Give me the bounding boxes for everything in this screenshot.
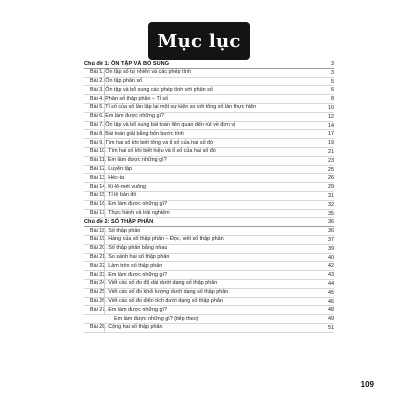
toc-entry-title: Bài 11. Em làm được những gì?	[90, 157, 167, 164]
toc-entry-page: 48	[328, 307, 334, 314]
toc-entry-page: 32	[328, 201, 334, 208]
toc-entry-title: Bài 14. Ki-lô-mét vuông	[90, 183, 147, 190]
toc-entry-title: Bài 24. Viết các số đo độ dài dưới dạng số thập phân	[90, 280, 218, 287]
toc-entry-page: 14	[328, 122, 334, 129]
toc-entry-title: Bài 18. Số thập phân	[90, 227, 141, 234]
toc-lesson-row	[84, 324, 334, 333]
toc-entry-page: 37	[328, 236, 334, 243]
toc-entry-title: Bài 4. Phân số thập phân – Tỉ số	[90, 95, 169, 102]
toc-entry-page: 29	[328, 184, 334, 191]
toc-entry-title: Bài 12. Luyện tập	[90, 166, 132, 173]
toc-entry-page: 35	[328, 210, 334, 217]
toc-entry-page: 45	[328, 289, 334, 296]
toc-entry-page: 51	[328, 324, 334, 331]
toc-entry-title: Em làm được những gì? (tiếp theo)	[114, 315, 199, 322]
toc-entry-title: Bài 3. Ôn tập và bổ sung các phép tính với phân số	[90, 86, 213, 93]
toc-entry-title: Bài 1. Ôn tập số tự nhiên và các phép tính	[90, 69, 192, 76]
toc-entry-title: Bài 13. Héc-ta	[90, 174, 125, 181]
toc-entry-title: Bài 9. Tìm hai số khi biết tổng và tỉ số của hai số đó	[90, 139, 214, 146]
toc-entry-page: 44	[328, 280, 334, 287]
toc-entry-title: Chủ đề 2: SỐ THẬP PHÂN	[84, 218, 154, 225]
toc-entry-title: Bài 6. Em làm được những gì?	[90, 113, 164, 120]
toc-entry-page: 26	[328, 175, 334, 182]
toc-entry-title: Bài 15. Tỉ lệ bản đồ	[90, 192, 137, 199]
toc-entry-page: 46	[328, 298, 334, 305]
toc-entry-title: Bài 20. Số thập phân bằng nhau	[90, 245, 168, 252]
toc-entry-title: Bài 17. Thực hành và trải nghiệm	[90, 210, 170, 217]
toc-entry-page: 17	[328, 131, 334, 138]
toc-entry-title: Bài 16. Em làm được những gì?	[90, 201, 167, 208]
toc-entry-title: Bài 22. Làm tròn số thập phân	[90, 262, 163, 269]
toc-entry-page: 31	[328, 192, 334, 199]
toc-entry-title: Bài 27. Em làm được những gì?	[90, 306, 167, 313]
toc-entry-page: 12	[328, 113, 334, 120]
toc-entry-page: 49	[328, 316, 334, 323]
contents-heading-box	[148, 22, 250, 60]
toc-entry-page: 39	[328, 245, 334, 252]
toc-entry-page: 21	[328, 148, 334, 155]
contents-heading: Mục lục	[157, 30, 241, 52]
toc-entry-page: 25	[328, 166, 334, 173]
toc-entry-title: Bài 7. Ôn tập và bổ sung bài toán liên quan đến rút về đơn vị	[90, 122, 236, 129]
toc-entry-page: 10	[328, 104, 334, 111]
toc-entry-page: 19	[328, 140, 334, 147]
toc-entry-title: Bài 19. Hàng của số thập phân – Đọc, viết số thập phân	[90, 236, 224, 243]
toc-entry-page: 3	[331, 61, 334, 67]
toc-entry-page: 5	[331, 78, 334, 85]
toc-entry-page: 6	[331, 87, 334, 94]
toc-entry-title: Bài 26. Viết các số đo diện tích dưới dạng số thập phân	[90, 298, 223, 305]
table-of-contents	[84, 60, 334, 333]
toc-entry-page: 23	[328, 157, 334, 164]
toc-entry-title: Bài 25. Viết các số đo khối lượng dưới dạng số thập phân	[90, 289, 229, 296]
toc-entry-page: 42	[328, 263, 334, 270]
toc-entry-title: Bài 2. Ôn tập phân số	[90, 78, 143, 85]
toc-entry-title: Bài 5. Tỉ số của số lần lặp lại một sự kiện so với tổng số lần thực hiện	[90, 104, 257, 111]
toc-entry-title: Bài 21. So sánh hai số thập phân	[90, 254, 170, 261]
toc-entry-title: Bài 23. Em làm được những gì?	[90, 271, 167, 278]
page-number: 109	[360, 380, 374, 389]
toc-entry-page: 43	[328, 272, 334, 279]
toc-entry-title: Bài 8. Bài toán giải bằng bốn bước tính	[90, 130, 184, 137]
toc-entry-title: Bài 10. Tìm hai số khi biết hiệu và tỉ số của hai số đó	[90, 148, 216, 155]
toc-entry-page: 36	[328, 219, 334, 226]
toc-entry-title: Chủ đề 1: ÔN TẬP VÀ BỔ SUNG	[84, 60, 170, 67]
toc-entry-page: 3	[331, 69, 334, 76]
toc-entry-title: Bài 28. Cộng hai số thập phân	[90, 324, 163, 331]
toc-entry-page: 36	[328, 228, 334, 235]
toc-entry-page: 8	[331, 96, 334, 103]
toc-entry-page: 40	[328, 254, 334, 261]
